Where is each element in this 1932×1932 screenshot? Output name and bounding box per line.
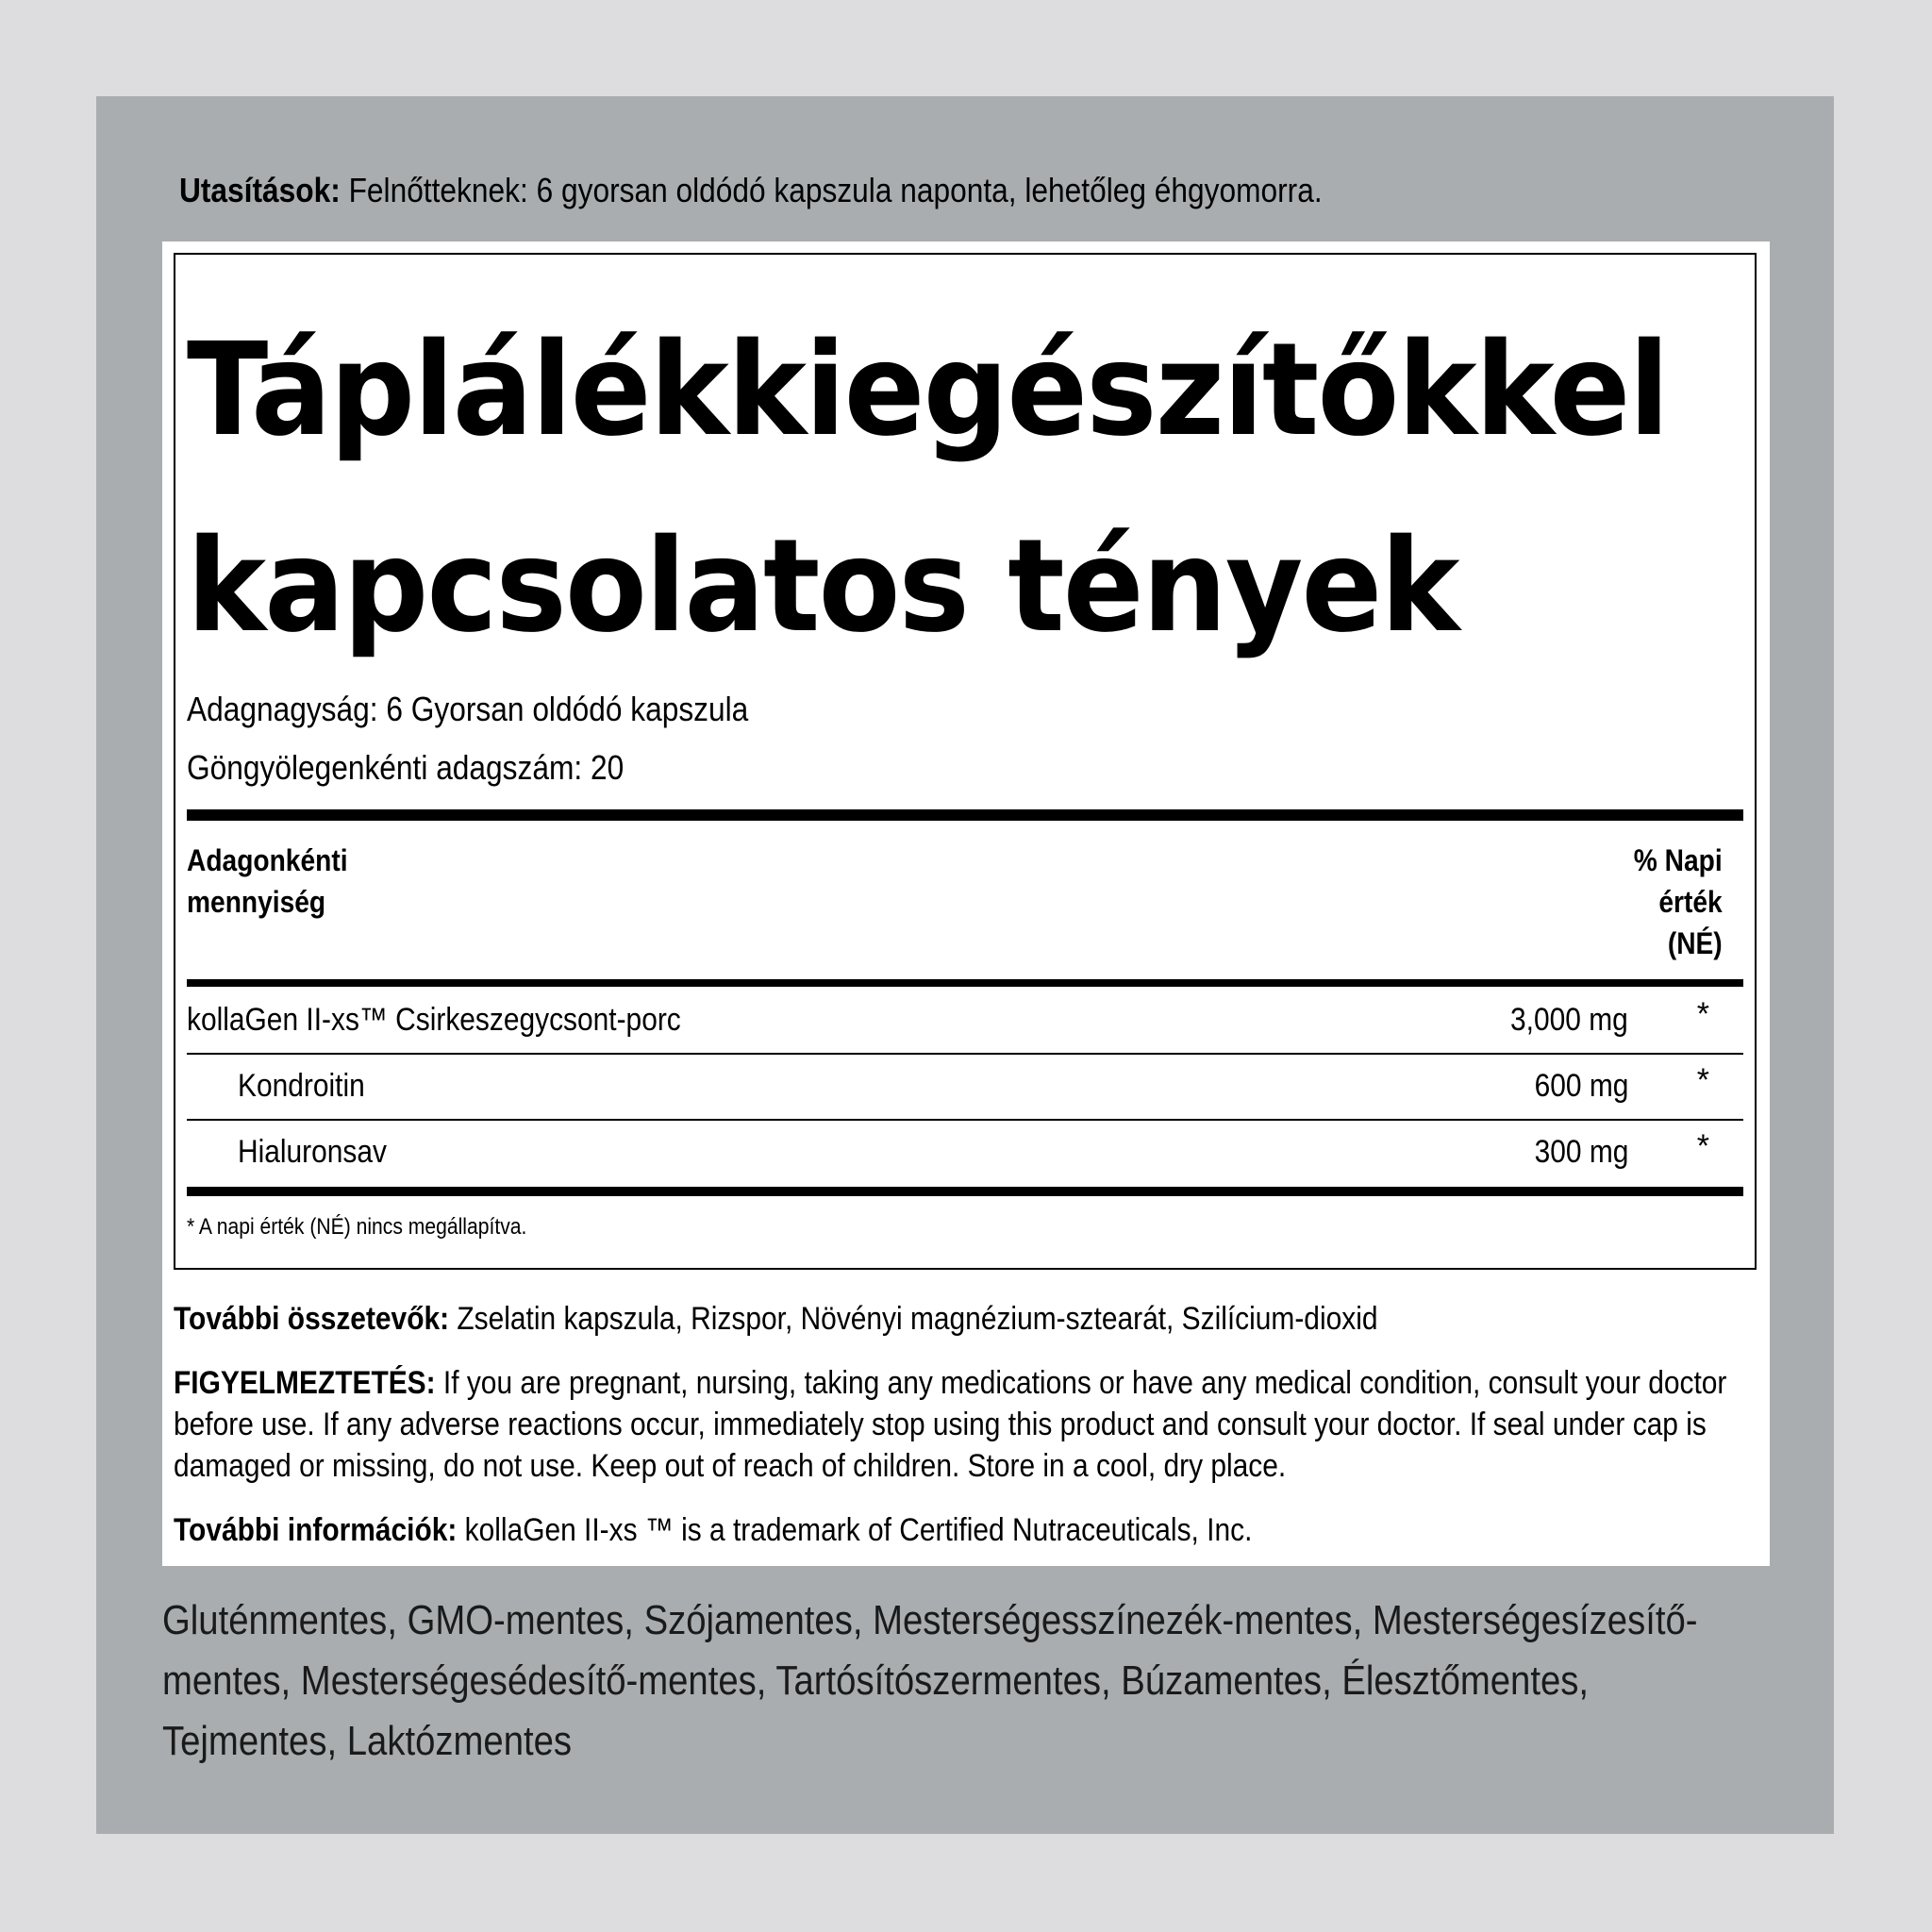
servings-per-container: Göngyölegenkénti adagszám: 20: [187, 748, 625, 787]
other-ingredients-label: További összetevők:: [174, 1301, 450, 1337]
medium-divider: [187, 979, 1743, 987]
nutrient-amount: 600 mg: [1534, 1068, 1628, 1104]
facts-title-line2: kapcsolatos tények: [187, 512, 1458, 661]
serving-size: Adagnagyság: 6 Gyorsan oldódó kapszula: [187, 690, 749, 728]
more-info-label: További információk:: [174, 1512, 458, 1548]
more-info-text: kollaGen II-xs ™ is a trademark of Certified Nutraceuticals, Inc.: [457, 1512, 1253, 1548]
table-row: [187, 1053, 1743, 1119]
nutrient-name: kollaGen II-xs™ Csirkeszegycsont-porc: [187, 1002, 681, 1038]
warning-label: FIGYELMEZTETÉS:: [174, 1365, 436, 1401]
table-row: [187, 1119, 1743, 1185]
supplement-facts-box: [174, 253, 1757, 1270]
nutrient-name: Hialuronsav: [238, 1134, 387, 1170]
nutrient-daily-value: *: [1696, 1128, 1709, 1164]
thick-divider-bottom: [187, 1187, 1743, 1196]
nutrient-amount: 3,000 mg: [1510, 1002, 1628, 1038]
facts-title: [187, 292, 1668, 685]
warning: [174, 1362, 1759, 1487]
thick-divider: [187, 809, 1743, 821]
nutrient-amount: 300 mg: [1534, 1134, 1628, 1170]
footnote: * A napi érték (NÉ) nincs megállapítva.: [187, 1214, 527, 1240]
nutrient-name: Kondroitin: [238, 1068, 365, 1104]
facts-title-line1: Táplálékkiegészítőkkel: [187, 316, 1669, 465]
amount-per-serving-header: Adagonkénti mennyiség: [187, 843, 348, 919]
nutrient-daily-value: *: [1696, 1062, 1709, 1098]
table-row: [187, 987, 1743, 1053]
other-ingredients-text: Zselatin kapszula, Rizspor, Növényi magnézium-sztearát, Szilícium-dioxid: [449, 1301, 1378, 1337]
more-info: [174, 1509, 1759, 1551]
nutrient-daily-value: *: [1696, 996, 1709, 1032]
directions: [179, 168, 1323, 213]
warning-text: If you are pregnant, nursing, taking any medications or have any medical condition, consult your doctor before use. If any adverse reactions occur, immediately stop using this product and consult your doctor. If seal under cap is damaged or missing, do not use. Keep out of reach of children. Store in a cool, dry place.: [174, 1365, 1727, 1484]
daily-value-header: % Napi érték (NÉ): [1634, 843, 1723, 960]
directions-label: Utasítások:: [179, 171, 341, 209]
other-ingredients: [174, 1298, 1759, 1340]
directions-text: Felnőtteknek: 6 gyorsan oldódó kapszula naponta, lehetőleg éhgyomorra.: [340, 171, 1323, 209]
free-from-claims: Gluténmentes, GMO-mentes, Szójamentes, Mesterségesszínezék-mentes, Mesterségesízesítő-mentes, Mesterségesédesítő-mentes, Tartósítószermentes, Búzamentes, Élesztőmentes, Tejmentes, Laktózmentes: [162, 1597, 1698, 1764]
